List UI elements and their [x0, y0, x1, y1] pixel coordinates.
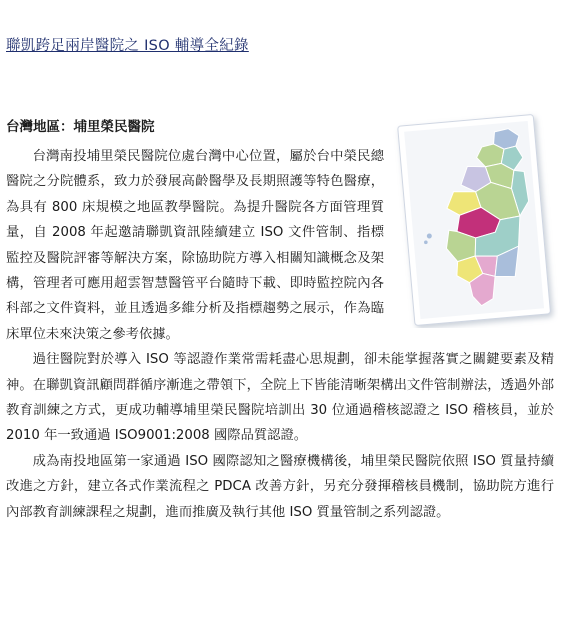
- article-paragraph-1: 台灣南投埔里榮民醫院位處台灣中心位置，屬於台中榮民總醫院之分院體系，致力於發展高齡醫學及長期照護等特色醫療，為具有 800 床規模之地區教學醫院。為提升醫院各方面管理質量，自 2008 年起邀請聯凱資訊陸續建立 ISO 文件管制、指標監控及醫院評審等解決方案，除協助院方導入相關知識概念及架構，管理者可應用超雲智慧醫管平台隨時下載、即時監控院內各科部之文件資料，並且透過多維分析及指標趨勢之展示，作為臨床單位未來決策之參考依據。: [6, 149, 384, 342]
- taiwan-map-icon: [390, 110, 558, 328]
- article-paragraph-3: 成為南投地區第一家通過 ISO 國際認知之醫療機構後，埔里榮民醫院依照 ISO 質量持續改進之方針，建立各式作業流程之 PDCA 改善方針，另充分發揮稽核員機制，協助院方進行內部教育訓練課程之規劃，進而推廣及執行其他 ISO 質量管制之系列認證。: [6, 453, 554, 520]
- page-title-link[interactable]: 聯凱跨足兩岸醫院之 ISO 輔導全紀錄: [6, 38, 249, 54]
- article-paragraph-2: 過往醫院對於導入 ISO 等認證作業常需耗盡心思規劃，卻未能掌握落實之關鍵要素及精神。在聯凱資訊顧問群循序漸進之帶領下，全院上下皆能清晰架構出文件管制辦法，透過外部教育訓練之方式，更成功輔導埔里榮民醫院培訓出 30 位通過稽核認證之 ISO 稽核員，並於 2010 年一致通過 ISO9001:2008 國際品質認證。: [6, 352, 554, 444]
- taiwan-map-image: [390, 110, 558, 328]
- region-heading: 台灣地區：埔里榮民醫院: [6, 119, 155, 135]
- article: [6, 116, 554, 525]
